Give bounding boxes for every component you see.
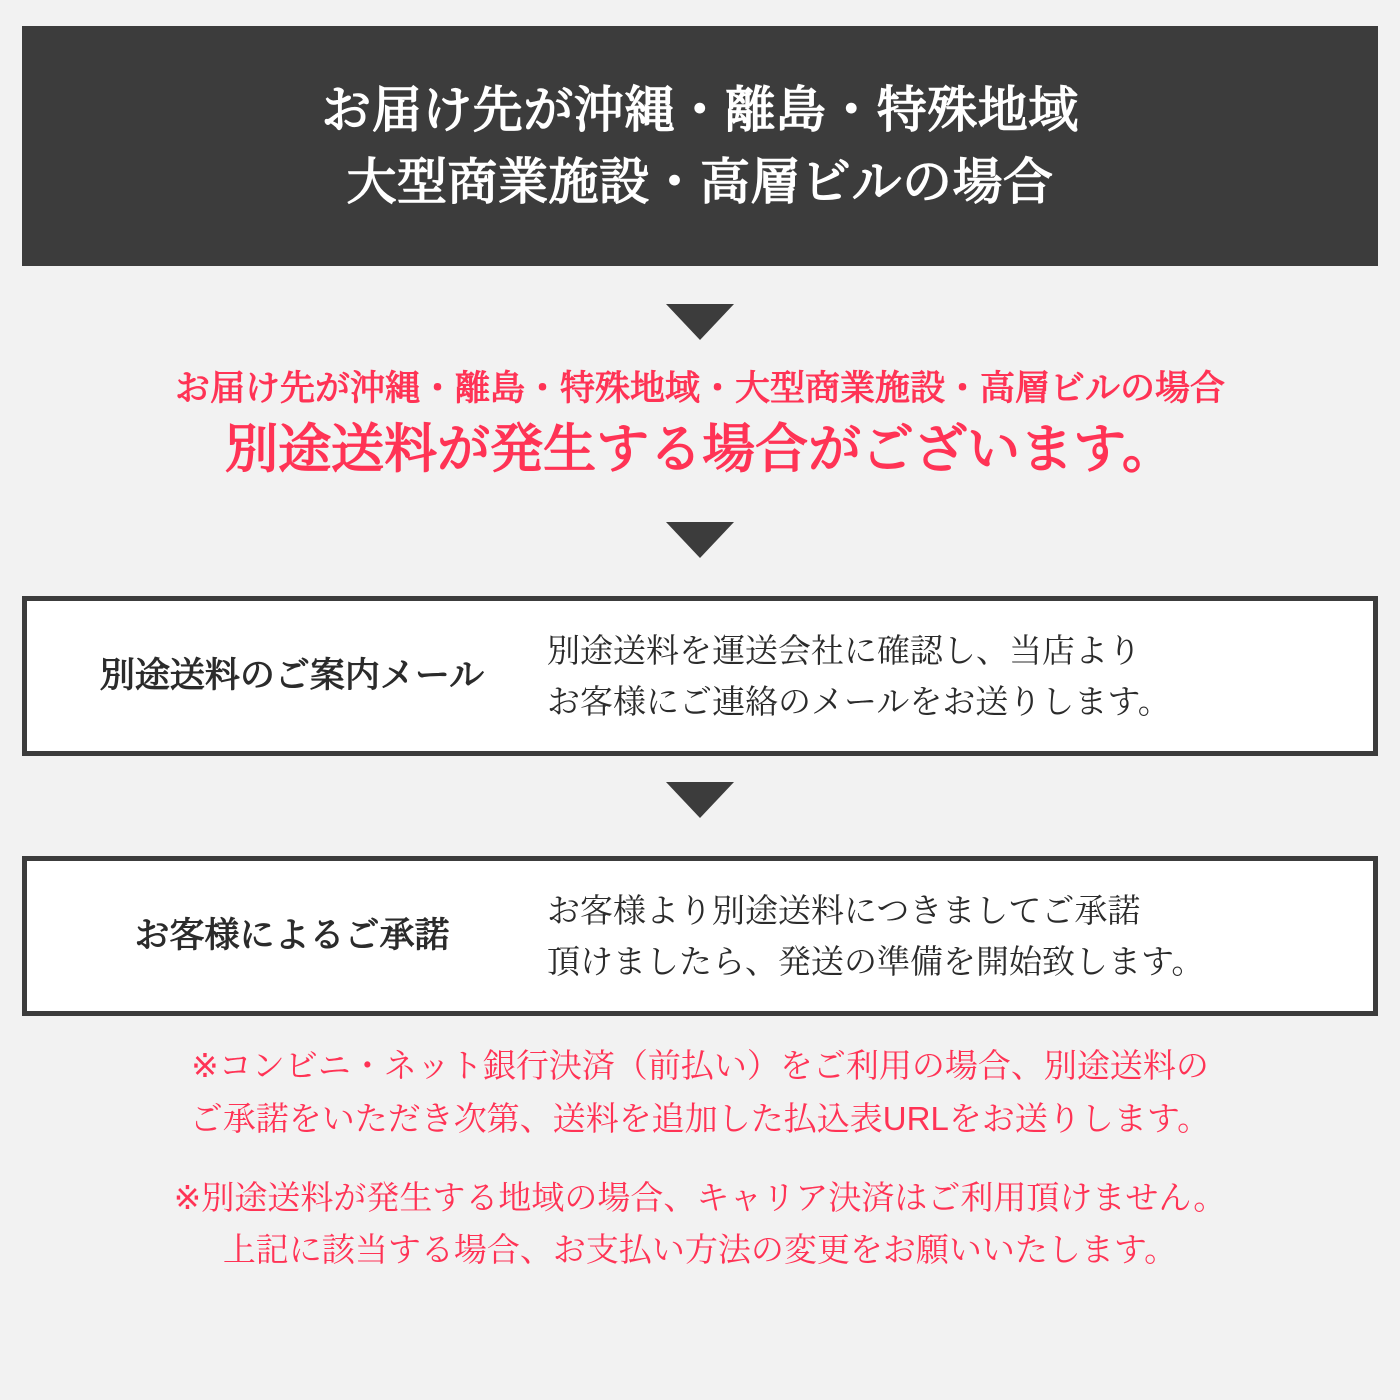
header-banner: [22, 26, 1378, 266]
note-line: ご承諾をいただき次第、送料を追加した払込表URLをお送りします。: [189, 1099, 1211, 1137]
note-line: 上記に該当する場合、お支払い方法の変更をお願いいたします。: [222, 1231, 1178, 1269]
step-row-email-notice: [22, 596, 1378, 756]
note-line: ※別途送料が発生する地域の場合、キャリア決済はご利用頂けません。: [173, 1178, 1227, 1216]
highlight-message: [0, 368, 1400, 486]
note-line: ※コンビニ・ネット銀行決済（前払い）をご利用の場合、別途送料の: [191, 1047, 1209, 1084]
step-desc-line: 別途送料を運送会社に確認し、当店より: [547, 631, 1141, 669]
step-label-customer-approval: お客様によるご承諾: [134, 916, 450, 955]
step-description-customer-approval: [547, 885, 1373, 987]
step-description-email-notice: [547, 625, 1373, 727]
header-title-line-1: お届け先が沖縄・離島・特殊地域: [321, 82, 1079, 138]
highlight-headline: 別途送料が発生する場合がございます。: [225, 420, 1175, 479]
note-item: [0, 1172, 1400, 1278]
step-row-customer-approval: [22, 856, 1378, 1016]
step-desc-line: 頂けましたら、発送の準備を開始致します。: [547, 943, 1205, 980]
down-arrow-icon: [666, 304, 734, 340]
step-desc-line: お客様にご連絡のメールをお送りします。: [547, 683, 1171, 720]
step-desc-line: お客様より別途送料につきましてご承諾: [547, 891, 1141, 929]
down-arrow-icon: [666, 522, 734, 558]
step-label-email-notice: 別途送料のご案内メール: [99, 656, 485, 695]
note-item: [0, 1040, 1400, 1146]
header-title-line-2: 大型商業施設・高層ビルの場合: [346, 154, 1054, 210]
down-arrow-icon: [666, 782, 734, 818]
highlight-subtitle: お届け先が沖縄・離島・特殊地域・大型商業施設・高層ビルの場合: [174, 369, 1225, 408]
footer-notes: [0, 1040, 1400, 1303]
